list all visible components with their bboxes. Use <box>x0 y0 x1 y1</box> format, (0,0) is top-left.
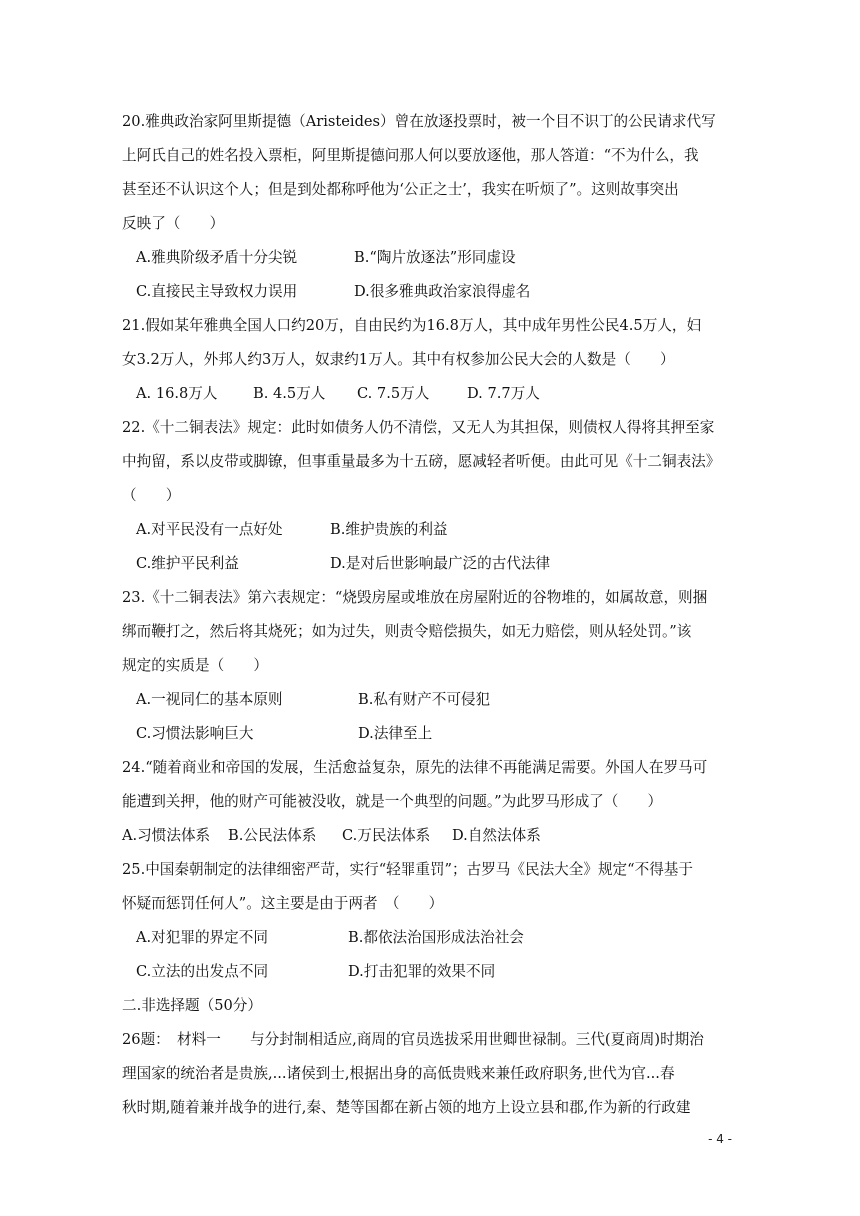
q20-option-a: A.雅典阶级矛盾十分尖锐 <box>136 249 298 266</box>
q22-option-d: D.是对后世影响最广泛的古代法律 <box>330 555 551 572</box>
q23-option-a: A.一视同仁的基本原则 <box>136 691 283 708</box>
q21-option-a: A. 16.8万人 <box>136 385 218 402</box>
q22-options-row-1 <box>136 520 756 540</box>
q23-option-d: D.法律至上 <box>358 725 433 742</box>
q24-option-d: D.自然法体系 <box>452 827 541 844</box>
q25-option-c: C.立法的出发点不同 <box>136 963 269 980</box>
q22-option-b: B.维护贵族的利益 <box>330 521 448 538</box>
q22-options-row-2 <box>136 554 756 574</box>
q24-stem-line: 能遭到关押，他的财产可能被没收，就是一个典型的问题。”为此罗马形成了（ ） <box>122 793 663 810</box>
q21-option-c: C. 7.5万人 <box>357 385 430 402</box>
q20-option-c: C.直接民主导致权力误用 <box>136 283 298 300</box>
q25-option-d: D.打击犯罪的效果不同 <box>348 963 496 980</box>
q23-stem-line: 23.《十二铜表法》第六表规定：“烧毁房屋或堆放在房屋附近的谷物堆的，如属故意，则捆 <box>122 589 708 606</box>
q22-option-c: C.维护平民利益 <box>136 555 239 572</box>
q25-stem-line: 怀疑而惩罚任何人”。这主要是由于两者 （ ） <box>122 895 444 912</box>
q20-options-row-2 <box>136 282 756 302</box>
q23-stem-line: 规定的实质是（ ） <box>122 657 268 674</box>
q21-options-row <box>136 384 756 404</box>
q23-stem-line: 绑而鞭打之，然后将其烧死；如为过失，则责令赔偿损失，如无力赔偿，则从轻处罚。”该 <box>122 623 692 640</box>
q20-stem-line: 反映了（ ） <box>122 215 225 232</box>
q26-stem-line: 理国家的统治者是贵族,...诸侯到士,根据出身的高低贵贱来兼任政府职务,世代为官...春 <box>122 1065 675 1082</box>
q23-options-row-1 <box>136 690 756 710</box>
q21-stem-line: 女3.2万人，外邦人约3万人，奴隶约1万人。其中有权参加公民大会的人数是（ ） <box>122 351 675 368</box>
q26-stem-line: 秋时期,随着兼并战争的进行,秦、楚等国都在新占领的地方上设立县和郡,作为新的行政建 <box>122 1099 691 1116</box>
q23-options-row-2 <box>136 724 756 744</box>
q24-stem-line: 24.“随着商业和帝国的发展，生活愈益复杂，原先的法律不再能满足需要。外国人在罗马可 <box>122 759 708 776</box>
q20-option-d: D.很多雅典政治家浪得虚名 <box>354 283 531 300</box>
q24-options-row <box>122 826 742 846</box>
q24-option-c: C.万民法体系 <box>342 827 431 844</box>
q26-stem-line: 26题： 材料一 与分封制相适应,商周的官员选拔采用世卿世禄制。三代(夏商周)时期治 <box>122 1031 704 1048</box>
q20-options-row-1 <box>136 248 756 268</box>
q22-stem-line: 中拘留，系以皮带或脚镣，但事重量最多为十五磅，愿减轻者听便。由此可见《十二铜表法》 <box>122 453 721 470</box>
q25-option-a: A.对犯罪的界定不同 <box>136 929 268 946</box>
q20-stem-line: 甚至还不认识这个人；但是到处都称呼他为‘公正之士’，我实在听烦了”。这则故事突出 <box>122 181 679 198</box>
q21-stem-line: 21.假如某年雅典全国人口约20万，自由民约为16.8万人，其中成年男性公民4.5万人，妇 <box>122 317 702 334</box>
q21-option-b: B. 4.5万人 <box>253 385 326 402</box>
q24-option-b: B.公民法体系 <box>228 827 317 844</box>
q24-option-a: A.习惯法体系 <box>122 827 211 844</box>
q20-option-b: B.“陶片放逐法”形同虚设 <box>354 249 516 266</box>
q25-option-b: B.都依法治国形成法治社会 <box>348 929 524 946</box>
q22-stem-line: 22.《十二铜表法》规定：此时如债务人仍不清偿，又无人为其担保，则债权人得将其押至家 <box>122 419 715 436</box>
page-number: - 4 - <box>708 1132 732 1146</box>
q22-stem-line: （ ） <box>122 487 181 504</box>
q20-stem-line: 20.雅典政治家阿里斯提德（Aristeides）曾在放逐投票时，被一个目不识丁的公民请求代写 <box>122 113 716 130</box>
q21-option-d: D. 7.7万人 <box>467 385 540 402</box>
q22-option-a: A.对平民没有一点好处 <box>136 521 283 538</box>
q25-options-row-1 <box>136 928 756 948</box>
q23-option-c: C.习惯法影响巨大 <box>136 725 254 742</box>
section-heading: 二.非选择题（50分） <box>122 997 262 1014</box>
q23-option-b: B.私有财产不可侵犯 <box>358 691 491 708</box>
q25-options-row-2 <box>136 962 756 982</box>
q20-stem-line: 上阿氏自己的姓名投入票柜，阿里斯提德问那人何以要放逐他，那人答道：“不为什么，我 <box>122 147 699 164</box>
q25-stem-line: 25.中国秦朝制定的法律细密严苛，实行“轻罪重罚”；古罗马《民法大全》规定“不得基于 <box>122 861 693 878</box>
